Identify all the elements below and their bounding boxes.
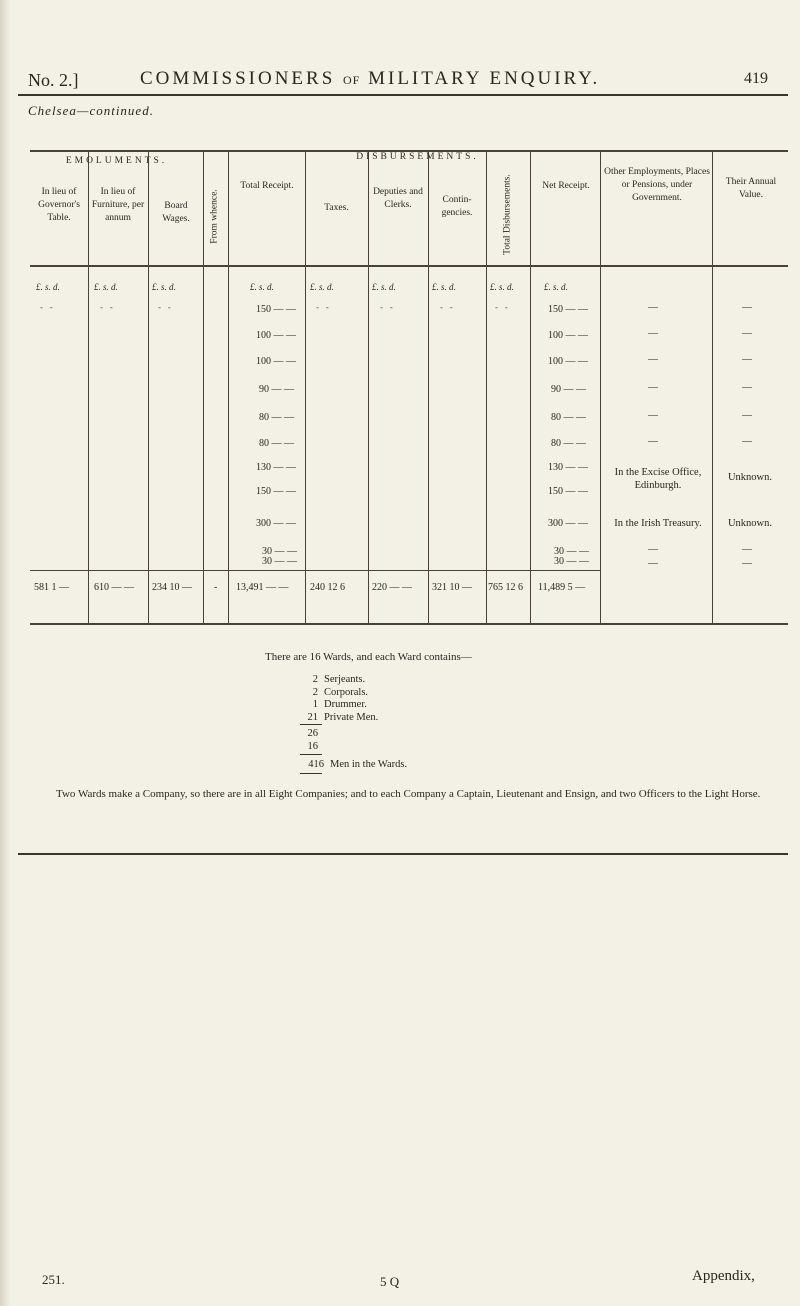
- excise-annual-value: Unknown.: [727, 472, 773, 483]
- annual-value-cell: —: [742, 558, 752, 569]
- net-receipt-cell: 150 — —: [548, 304, 588, 315]
- annual-value-cell: —: [742, 328, 752, 339]
- other-employment-cell: —: [648, 558, 658, 569]
- annual-value-cell: —: [742, 302, 752, 313]
- blank-dashes: - -: [100, 302, 113, 312]
- total-receipt-cell: 30 — —: [262, 546, 297, 557]
- total-contingencies: 321 10 —: [432, 582, 472, 593]
- col-divider: [486, 150, 487, 623]
- annual-value-cell: —: [742, 410, 752, 421]
- total-receipt-cell: 80 — —: [259, 412, 294, 423]
- disbursements-group-header: DISBURSEMENTS.: [356, 152, 479, 162]
- ward-rank: Drummer.: [324, 699, 367, 710]
- total-receipt-cell: 100 — —: [256, 330, 296, 341]
- net-receipt-cell: 100 — —: [548, 330, 588, 341]
- unit-label: £. s. d.: [432, 282, 456, 292]
- emoluments-group-header: EMOLUMENTS.: [65, 156, 168, 166]
- net-receipt-cell: 100 — —: [548, 356, 588, 367]
- ward-count: 2: [312, 686, 318, 698]
- annual-value-cell: —: [742, 436, 752, 447]
- sum-rule: [300, 754, 322, 755]
- other-employment-cell: —: [648, 328, 658, 339]
- total-receipt-cell: 90 — —: [259, 384, 294, 395]
- running-title: [140, 68, 600, 90]
- total-receipt-cell: 150 — —: [256, 304, 296, 315]
- title-part-b: MILITARY ENQUIRY.: [368, 68, 601, 89]
- list-item: [300, 712, 407, 725]
- col-header-other-employments: Other Employments, Places or Pensions, under Government.: [604, 167, 710, 203]
- footer-left: 251.: [42, 1272, 65, 1287]
- ward-total-row: [300, 759, 407, 772]
- ward-count: 2: [312, 674, 318, 685]
- col-divider: [712, 150, 713, 623]
- net-receipt-cell: 300 — —: [548, 518, 588, 529]
- col-header-board-wages: Board Wages.: [162, 201, 190, 224]
- blank-dashes: - -: [380, 302, 393, 312]
- col-divider: [368, 150, 369, 623]
- col-header-annual-value: Their Annual Value.: [725, 177, 777, 200]
- total-deputies-clerks: 220 — —: [372, 582, 412, 593]
- ward-multiplier-row: [300, 741, 407, 754]
- section-subtitle: Chelsea—continued.: [28, 103, 154, 118]
- blank-dashes: - -: [40, 302, 53, 312]
- section-end-rule: [18, 853, 788, 855]
- col-divider: [428, 150, 429, 623]
- unit-label: £. s. d.: [94, 282, 118, 292]
- title-part-a: COMMISSIONERS: [140, 68, 336, 89]
- total-board-wages: 234 10 —: [152, 582, 192, 593]
- total-receipt-cell: 80 — —: [259, 438, 294, 449]
- col-divider: [305, 150, 306, 623]
- sum-rule: [300, 773, 322, 774]
- ward-rank: Private Men.: [324, 711, 379, 723]
- col-divider: [600, 150, 601, 623]
- unit-label: £. s. d.: [310, 282, 334, 292]
- unit-label: £. s. d.: [490, 282, 514, 292]
- unit-label: £. s. d.: [250, 282, 274, 292]
- excise-office-note: In the Excise Office, Edinburgh.: [614, 467, 702, 491]
- col-divider: [530, 150, 531, 623]
- annual-value-cell: Unknown.: [727, 518, 773, 529]
- unit-label: £. s. d.: [372, 282, 396, 292]
- sum-rule: [300, 724, 322, 725]
- ward-total: 416: [308, 759, 324, 770]
- list-item: [300, 687, 407, 700]
- net-receipt-cell: 80 — —: [551, 438, 586, 449]
- col-divider: [148, 150, 149, 623]
- header-rule: [18, 94, 788, 96]
- col-header-total-disbursements: Total Disbursements.: [502, 174, 513, 255]
- ward-rank: Corporals.: [324, 686, 369, 698]
- other-employment-cell: —: [648, 354, 658, 365]
- col-header-governors-table: In lieu of Governor's Table.: [38, 187, 80, 223]
- ward-count: 21: [307, 711, 318, 723]
- list-item: [300, 699, 407, 712]
- table-total-rule: [30, 570, 600, 571]
- blank-dashes: - -: [158, 302, 171, 312]
- footer-catchword: Appendix,: [692, 1268, 755, 1284]
- annual-value-cell: —: [742, 544, 752, 555]
- ward-rank: Serjeants.: [324, 674, 366, 685]
- blank-dashes: - -: [440, 302, 453, 312]
- col-header-furniture: In lieu of Furniture, per annum: [91, 187, 145, 223]
- wards-list: [300, 674, 407, 772]
- other-employment-cell: —: [648, 436, 658, 447]
- total-governors-table: 581 1 —: [34, 582, 69, 593]
- other-employment-cell: —: [648, 410, 658, 421]
- ward-subtotal: 26: [307, 728, 318, 739]
- title-of: OF: [343, 73, 361, 87]
- other-employment-cell: —: [648, 382, 658, 393]
- total-furniture: 610 — —: [94, 582, 134, 593]
- blank-dashes: - -: [495, 302, 508, 312]
- table-header-rule: [30, 265, 788, 267]
- net-receipt-cell: 150 — —: [548, 486, 588, 497]
- col-header-contingencies: Contin- gencies.: [441, 195, 473, 218]
- ward-total-label: Men in the Wards.: [330, 759, 408, 770]
- col-divider: [203, 150, 204, 623]
- list-item: [300, 674, 407, 687]
- total-receipt-cell: 150 — —: [256, 486, 296, 497]
- ward-multiplier: 16: [307, 740, 318, 752]
- document-number: No. 2.]: [28, 70, 79, 90]
- unit-label: £. s. d.: [36, 282, 60, 292]
- net-receipt-cell: 130 — —: [548, 462, 588, 473]
- other-employment-cell: In the Irish Treasury.: [614, 518, 702, 529]
- net-receipt-cell: 80 — —: [551, 412, 586, 423]
- total-receipt-cell: 30 — —: [262, 556, 297, 567]
- footer-signature: 5 Q: [380, 1274, 400, 1289]
- col-header-net-receipt: Net Receipt.: [542, 181, 590, 191]
- page-edge-shadow: [0, 0, 10, 1306]
- total-receipt-cell: 300 — —: [256, 518, 296, 529]
- ward-count: 1: [312, 699, 318, 710]
- total-net-receipt: 11,489 5 —: [538, 582, 586, 593]
- total-receipt-cell: 100 — —: [256, 356, 296, 367]
- col-divider: [228, 150, 229, 623]
- blank-dashes: - -: [316, 302, 329, 312]
- col-header-from-whence: From whence.: [209, 189, 220, 244]
- closing-paragraph: Two Wards make a Company, so there are in all Eight Companies; and to each Company a Captain, Lieutenant and Ensign, and two Officers to the Light Horse.: [56, 788, 761, 800]
- unit-label: £. s. d.: [152, 282, 176, 292]
- total-from-whence: -: [214, 582, 218, 593]
- total-taxes: 240 12 6: [310, 582, 345, 593]
- other-employment-cell: —: [648, 544, 658, 555]
- unit-label: £. s. d.: [544, 282, 568, 292]
- total-receipt-cell: 130 — —: [256, 462, 296, 473]
- total-disbursements-sum: 765 12 6: [488, 582, 523, 593]
- annual-value-cell: —: [742, 354, 752, 365]
- net-receipt-cell: 90 — —: [551, 384, 586, 395]
- accounts-table: [30, 150, 788, 630]
- wards-intro: There are 16 Wards, and each Ward contains—: [265, 651, 472, 663]
- col-header-total-receipt: Total Receipt.: [240, 181, 294, 191]
- col-header-taxes: Taxes.: [324, 203, 349, 213]
- total-receipt-sum: 13,491 — —: [236, 582, 289, 593]
- col-header-deputies-clerks: Deputies and Clerks.: [373, 187, 423, 210]
- other-employment-cell: —: [648, 302, 658, 313]
- ward-subtotal-row: [300, 728, 407, 741]
- table-bottom-rule: [30, 623, 788, 625]
- net-receipt-cell: 30 — —: [554, 556, 589, 567]
- page-number: 419: [744, 70, 768, 87]
- net-receipt-cell: 30 — —: [554, 546, 589, 557]
- annual-value-cell: —: [742, 382, 752, 393]
